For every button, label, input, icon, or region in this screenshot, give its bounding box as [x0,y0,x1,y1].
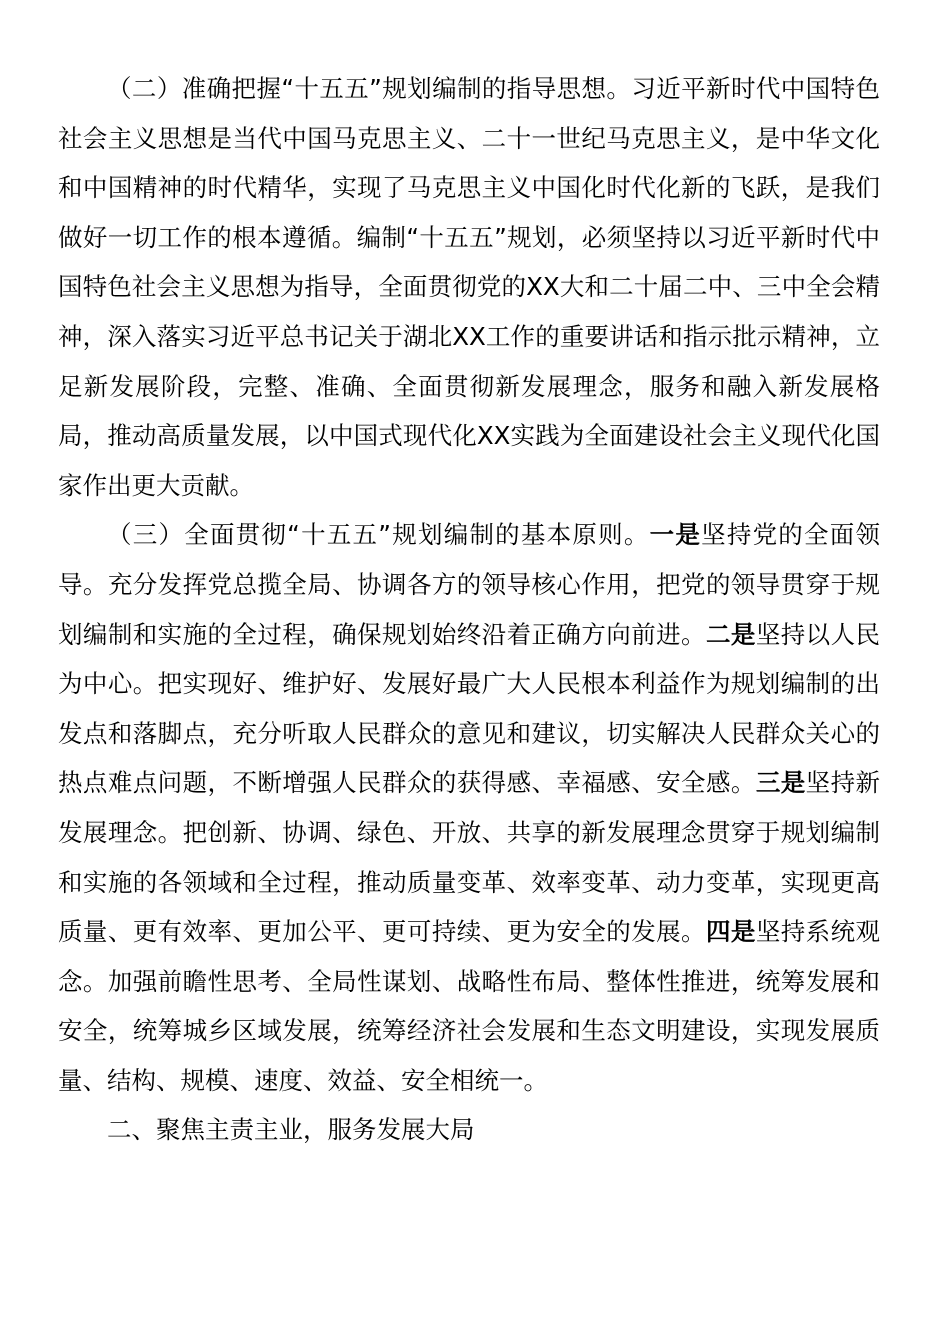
principle-text-3: 坚持新发展理念。把创新、协调、绿色、开放、共享的新发展理念贯穿于规划编制和实施的各领域和全过程，推动质量变革、效率变革、动力变革，实现更高质量、更有效率、更加公平、更可持续、更为安全的发展。 [58,768,880,947]
paragraph-guiding-thought [58,64,880,510]
section-heading: 二、聚焦主责主业，服务发展大局 [107,1115,475,1145]
principle-label-4: 四是 [705,917,756,947]
paragraph-lead: （三）全面贯彻“十五五”规划编制的基本原则。 [107,520,650,550]
paragraph-text: （二）准确把握“十五五”规划编制的指导思想。习近平新时代中国特色社会主义思想是当代中国马克思主义、二十一世纪马克思主义，是中华文化和中国精神的时代精华，实现了马克思主义中国化时代化新的飞跃，是我们做好一切工作的根本遵循。编制“十五五”规划，必须坚持以习近平新时代中国特色社会主义思想为指导，全面贯彻党的XX大和二十届二中、三中全会精神，深入落实习近平总书记关于湖北XX工作的重要讲话和指示批示精神，立足新发展阶段，完整、准确、全面贯彻新发展理念，服务和融入新发展格局，推动高质量发展，以中国式现代化XX实践为全面建设社会主义现代化国家作出更大贡献。 [58,74,880,500]
principle-text-2: 坚持以人民为中心。把实现好、维护好、发展好最广大人民根本利益作为规划编制的出发点和落脚点，充分听取人民群众的意见和建议，切实解决人民群众关心的热点难点问题，不断增强人民群众的获得感、幸福感、安全感。 [58,619,880,798]
document-page [58,64,880,1155]
principle-label-1: 一是 [649,520,702,550]
principle-label-2: 二是 [705,619,756,649]
principle-text-1: 坚持党的全面领导。充分发挥党总揽全局、协调各方的领导核心作用，把党的领导贯穿于规划编制和实施的全过程，确保规划始终沿着正确方向前进。 [58,520,881,649]
principle-text-4: 坚持系统观念。加强前瞻性思考、全局性谋划、战略性布局、整体性推进，统筹发展和安全，统筹城乡区域发展，统筹经济社会发展和生态文明建设，实现发展质量、结构、规模、速度、效益、安全相统一。 [58,917,880,1095]
paragraph-basic-principles [58,510,880,1105]
principle-label-3: 三是 [755,768,806,798]
